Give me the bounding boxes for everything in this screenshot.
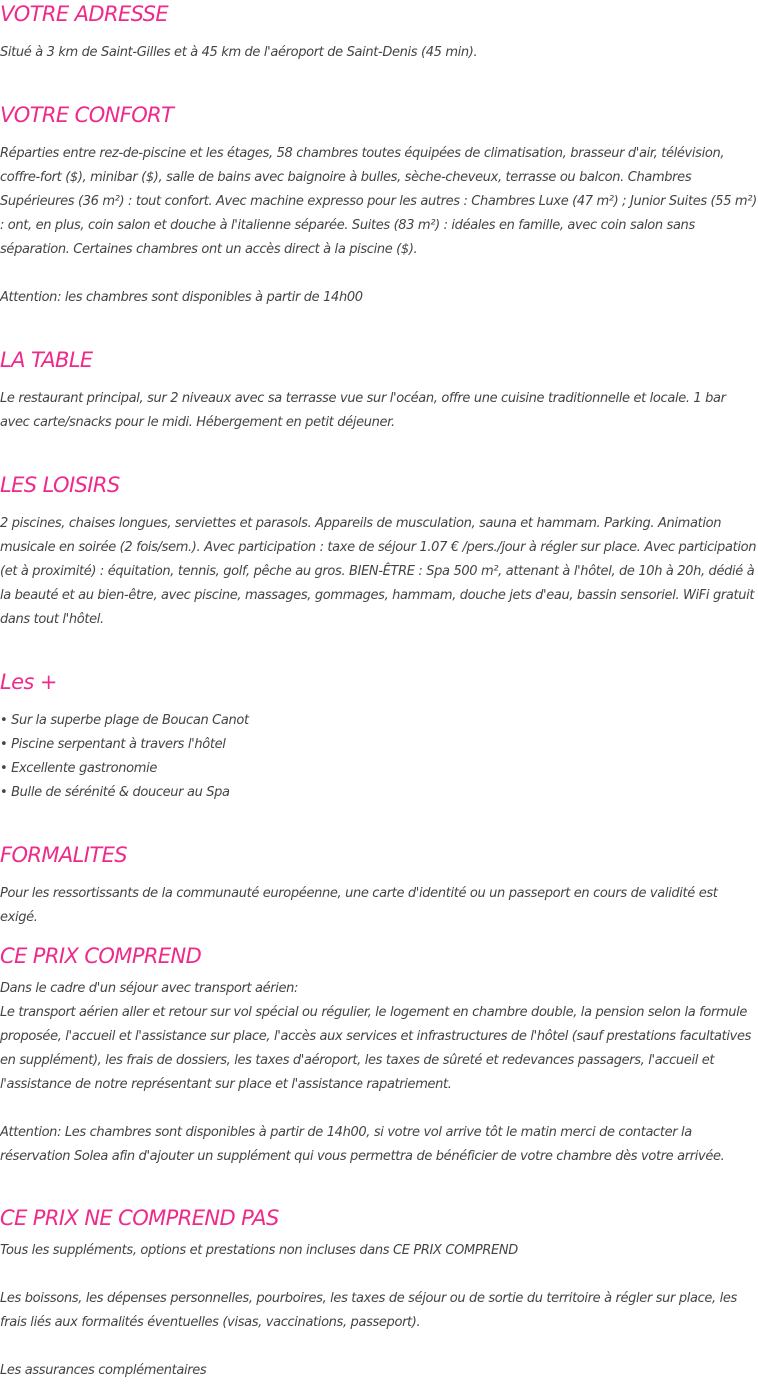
heading-la-table: LA TABLE bbox=[0, 348, 93, 372]
comprend-intro: Dans le cadre d'un séjour avec transport aérien: bbox=[0, 981, 299, 996]
heading-les-loisirs: LES LOISIRS bbox=[0, 473, 120, 497]
comprend-text: Le transport aérien aller et retour sur vol spécial ou régulier, le logement en chambre double, la pension selon la formule proposée, l'accueil et l'assistance sur place, l'accès aux services et infrastructures de l'hôtel (sauf prestations facultatives en supplément), les frais de dossiers, les taxes d'aéroport, les taxes de sûreté et redevances passagers, l'accueil et l'assistance de notre représentant sur place et l'assistance rapatriement. bbox=[0, 1005, 752, 1092]
section-confort bbox=[0, 101, 758, 310]
section-adresse bbox=[0, 0, 758, 65]
heading-ce-prix-ne-comprend-pas: CE PRIX NE COMPREND PAS bbox=[0, 1206, 279, 1230]
confort-note: Attention: les chambres sont disponibles à partir de 14h00 bbox=[0, 290, 363, 305]
heading-votre-adresse: VOTRE ADRESSE bbox=[0, 2, 169, 26]
plus-list bbox=[0, 709, 758, 805]
ne-comprend-pas-line1: Tous les suppléments, options et prestations non incluses dans CE PRIX COMPREND bbox=[0, 1243, 518, 1258]
list-item: • Sur la superbe plage de Boucan Canot bbox=[0, 713, 249, 728]
list-item: • Bulle de sérénité & douceur au Spa bbox=[0, 785, 230, 800]
list-item: • Piscine serpentant à travers l'hôtel bbox=[0, 737, 226, 752]
confort-text: Réparties entre rez-de-piscine et les étages, 58 chambres toutes équipées de climatisation, brasseur d'air, télévision, coffre-fort ($), minibar ($), salle de bains avec baignoire à bulles, sèche-cheveux, terrasse ou balcon. Chambres Supérieures (36 m²) : tout confort. Avec machine expresso pour les autres : Chambres Luxe (47 m²) ; Junior Suites (55 m²) : ont, en plus, coin salon et douche à l'italienne séparée. Suites (83 m²) : idéales en famille, avec coin salon sans séparation. Certaines chambres ont un accès direct à la piscine ($). bbox=[0, 146, 757, 257]
table-text: Le restaurant principal, sur 2 niveaux avec sa terrasse vue sur l'océan, offre une cuisine traditionnelle et locale. 1 bar avec carte/snacks pour le midi. Hébergement en petit déjeuner. bbox=[0, 391, 726, 430]
comprend-note: Attention: Les chambres sont disponibles à partir de 14h00, si votre vol arrive tôt le matin merci de contacter la réservation Solea afin d'ajouter un supplément qui vous permettra de bénéficier de votre chambre dès votre arrivée. bbox=[0, 1125, 725, 1164]
ne-comprend-pas-line3: Les assurances complémentaires bbox=[0, 1363, 207, 1378]
ne-comprend-pas-line2: Les boissons, les dépenses personnelles, pourboires, les taxes de séjour ou de sortie du territoire à régler sur place, les frais liés aux formalités éventuelles (visas, vaccinations, passeport). bbox=[0, 1291, 737, 1330]
heading-les-plus: Les + bbox=[0, 670, 57, 694]
heading-ce-prix-comprend: CE PRIX COMPREND bbox=[0, 944, 202, 968]
section-table bbox=[0, 346, 758, 435]
section-comprend bbox=[0, 942, 758, 1169]
heading-formalites: FORMALITES bbox=[0, 843, 128, 867]
formalites-text: Pour les ressortissants de la communauté européenne, une carte d'identité ou un passeport en cours de validité est exigé. bbox=[0, 886, 718, 925]
list-item: • Excellente gastronomie bbox=[0, 761, 157, 776]
section-plus bbox=[0, 668, 758, 805]
section-ne-comprend-pas bbox=[0, 1204, 758, 1383]
adresse-text: Situé à 3 km de Saint-Gilles et à 45 km de l'aéroport de Saint-Denis (45 min). bbox=[0, 45, 478, 60]
loisirs-text: 2 piscines, chaises longues, serviettes et parasols. Appareils de musculation, sauna et hammam. Parking. Animation musicale en soirée (2 fois/sem.). Avec participation : taxe de séjour 1.07 € /pers./jour à régler sur place. Avec participation (et à proximité) : équitation, tennis, golf, pêche au gros. BIEN-ÊTRE : Spa 500 m², attenant à l'hôtel, de 10h à 20h, dédié à la beauté et au bien-être, avec piscine, massages, gommages, hammam, douche jets d'eau, bassin sensoriel. WiFi gratuit dans tout l'hôtel. bbox=[0, 516, 757, 627]
section-loisirs bbox=[0, 471, 758, 632]
section-formalites bbox=[0, 841, 758, 930]
heading-votre-confort: VOTRE CONFORT bbox=[0, 103, 174, 127]
